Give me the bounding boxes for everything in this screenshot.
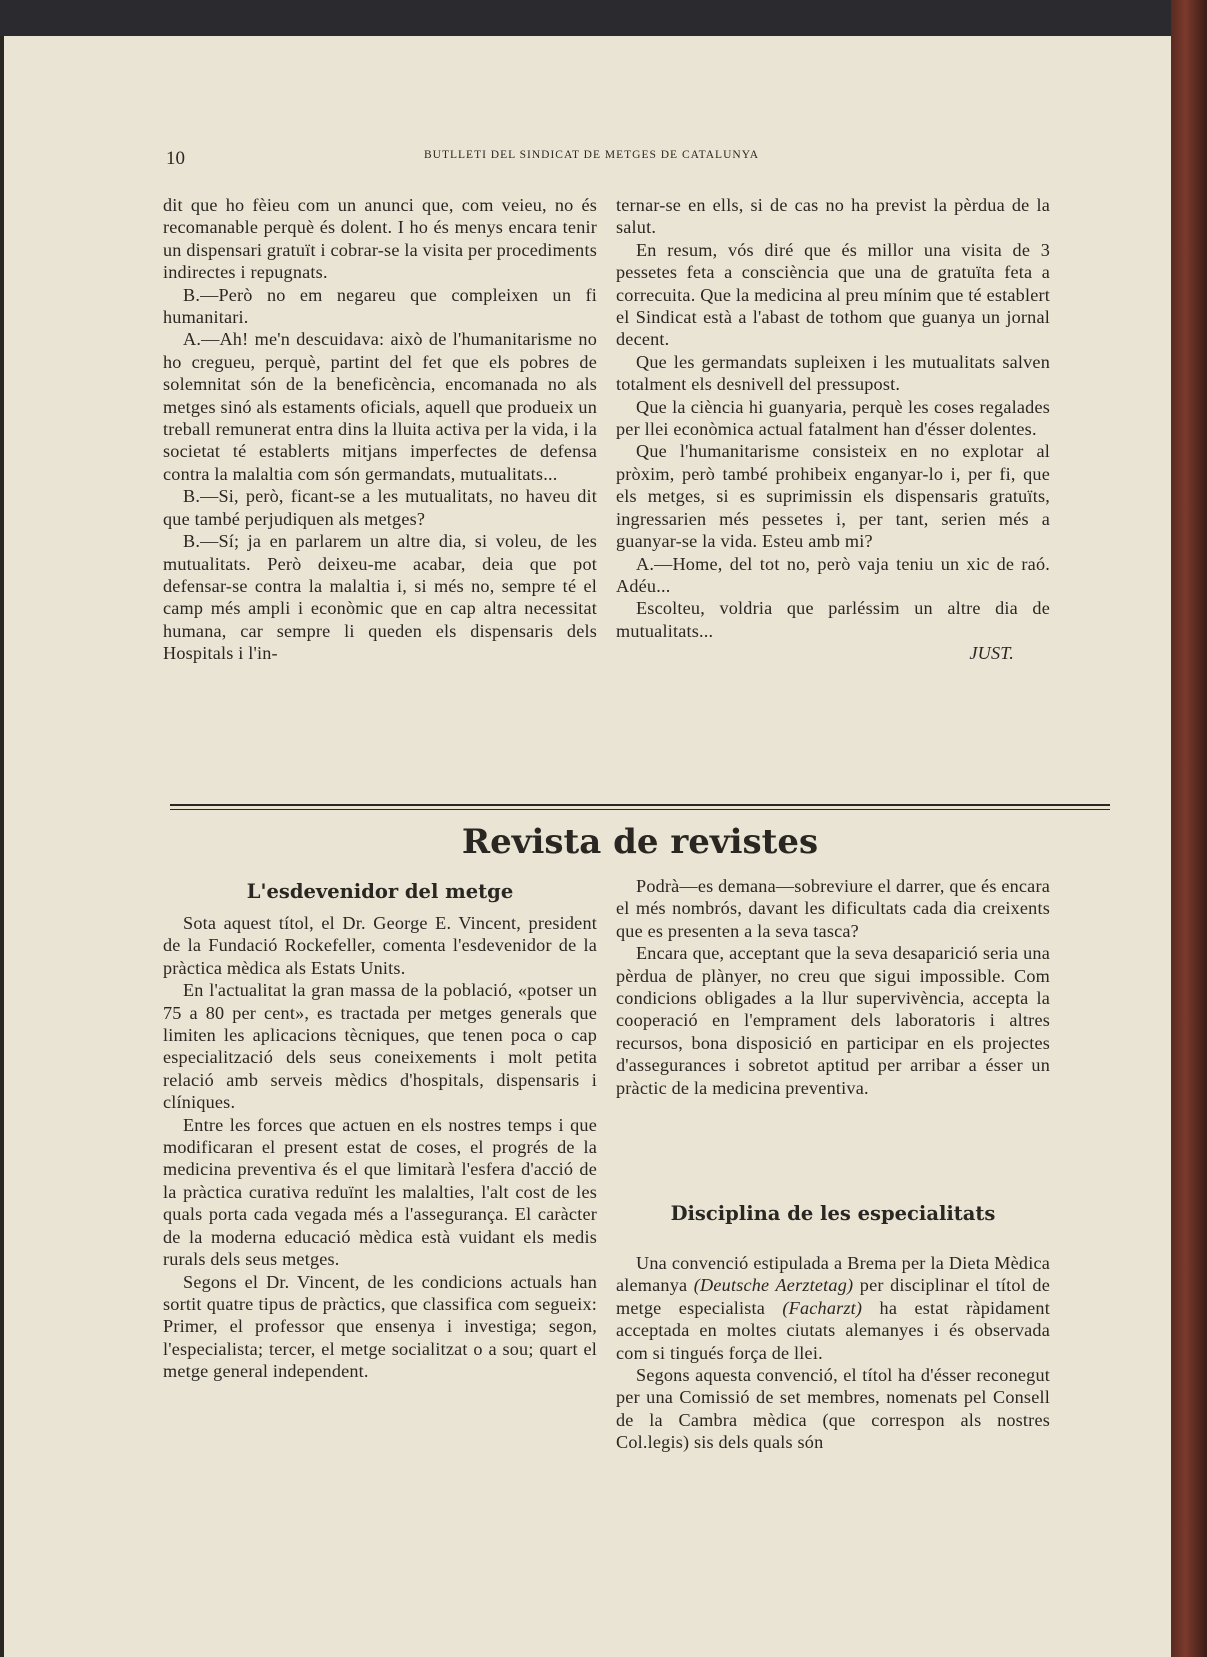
paragraph: Sota aquest títol, el Dr. George E. Vincent, president de la Fundació Rockefeller, comenta l'esdevenidor de la pràctica mèdica als Estats Units. [163,913,597,978]
paragraph: Podrà—es demana—sobreviure el darrer, que és encara el més nombrós, davant les dificultats cada dia creixents que es presenten a la seva tasca? [616,876,1050,941]
section-divider [170,804,1110,806]
top-left-column [163,194,597,665]
text-span: Una convenció estipulada a Brema per la Dieta Mèdica alemanya [616,1253,1050,1296]
paragraph: B.—Sí; ja en parlarem un altre dia, si voleu, de les mutualitats. Però deixeu-me acabar, deia que pot defensar-se contra la malaltia i, si més no, sempre té el camp més ampli i econòmic que en cap altra necessitat humana, car sempre li queden els dispensaris dels Hospitals i l'in- [163,531,597,664]
page-number: 10 [166,148,185,169]
text-span: per disciplinar el títol de metge especialista [616,1275,1050,1318]
article1-left-column [163,912,597,1383]
text-span: ha estat ràpidament acceptada en moltes ciutats alemanyes i és observada com si tingués força de llei. [616,1297,1050,1363]
book-binding-edge [1171,0,1207,1657]
article2-column [616,1252,1050,1454]
paragraph: Que l'humanitarisme consisteix en no explotar al pròxim, però també prohibeix enganyar-lo i, per fi, que els metges, si es suprimissin els dispensaris gratuïts, ingressarien més pessetes i, per tant, serien més a guanyar-se la vida. Esteu amb mi? [616,441,1050,552]
paragraph: Escolteu, voldria que parléssim un altre dia de mutualitats... [616,598,1050,641]
paragraph: Segons aquesta convenció, el títol ha d'ésser reconegut per una Comissió de set membres, nomenats pel Consell de la Cambra mèdica (que correspon als nostres Col.legis) sis dels quals són [616,1365,1050,1453]
paragraph: Segons el Dr. Vincent, de les condicions actuals han sortit quatre tipus de pràctics, que classifica com segueix: Primer, el professor que ensenya i investiga; segon, l'especialista; tercer, el metge socialitzat o a sou; quart el metge general independent. [163,1271,597,1382]
paragraph: B.—Si, però, ficant-se a les mutualitats, no haveu dit que també perjudiquen als metges? [163,486,597,529]
paragraph: A.—Home, del tot no, però vaja teniu un xic de raó. Adéu... [616,553,1050,596]
paragraph: En resum, vós diré que és millor una visita de 3 pessetes feta a consciència que una de gratuïta feta a correcuita. Que la medicina al preu mínim que té establert el Sindicat està a l'abast de tothom que guanya un jornal decent. [616,239,1050,350]
italic-term: (Facharzt) [782,1297,863,1318]
running-header: BUTLLETI DEL SINDICAT DE METGES DE CATALUNYA [424,149,760,161]
paragraph: Que la ciència hi guanyaria, perquè les coses regalades per llei econòmica actual fatalment han d'ésser dolentes. [616,396,1050,440]
journal-page [4,36,1171,1657]
section-title: Revista de revistes [461,822,819,862]
author-signature: JUST. [969,643,1014,664]
paragraph: B.—Però no em negareu que compleixen un fi humanitari. [163,284,597,328]
article-heading: Disciplina de les especialitats [670,1202,996,1225]
paragraph: ternar-se en ells, si de cas no ha previst la pèrdua de la salut. [616,195,1050,238]
paragraph: Encara que, acceptant que la seva desaparició seria una pèrdua de plànyer, no creu que sigui impossible. Com condicions obligades a la llur supervivència, accepta la cooperació en l'emprament dels laboratoris i altres recursos, bona disposició en participar en els projectes d'assegurances i sobretot aptitud per arribar a ésser un pràctic de la medicina preventiva. [616,943,1050,1098]
paragraph: dit que ho fèieu com un anunci que, com veieu, no és recomanable perquè és dolent. I ho és menys encara tenir un dispensari gratuït i cobrar-se la visita per procediments indirectes i repugnats. [163,195,597,283]
article1-right-column [616,875,1050,1099]
section-divider-thin [170,809,1110,810]
paragraph [616,1252,1050,1364]
paragraph: Entre les forces que actuen en els nostres temps i que modificaran el present estat de coses, el progrés de la medicina preventiva és el que limitarà l'esfera d'acció de la pràctica curativa reduïnt les malalties, l'alt cost de les quals porta cada vegada més a l'assegurança. El caràcter de la moderna educació mèdica està vuidant els medis rurals dels seus metges. [163,1114,597,1270]
scan-background [0,0,1207,36]
italic-term: (Deutsche Aerztetag) [693,1275,854,1296]
paragraph: A.—Ah! me'n descuidava: això de l'humanitarisme no ho cregueu, perquè, partint del fet que els pobres de solemnitat són de la beneficència, encomanada no als metges sinó als estaments oficials, aquell que produeix un treball remunerat entra dins la lluita activa per la vida, i la societat té establerts mitjans imperfectes de defensa contra la malaltia com són germandats, mutualitats... [163,329,597,484]
paragraph: En l'actualitat la gran massa de la població, «potser un 75 a 80 per cent», es tractada per metges generals que limiten les aplicacions tècniques, que tenen poca o cap especialització dels seus coneixements i molt petita relació amb serveis mèdics d'hospitals, dispensaris i clíniques. [163,980,597,1113]
article-heading: L'esdevenidor del metge [246,880,514,903]
paragraph: Que les germandats supleixen i les mutualitats salven totalment els desnivell del pressupost. [616,351,1050,395]
top-right-column [616,194,1050,665]
